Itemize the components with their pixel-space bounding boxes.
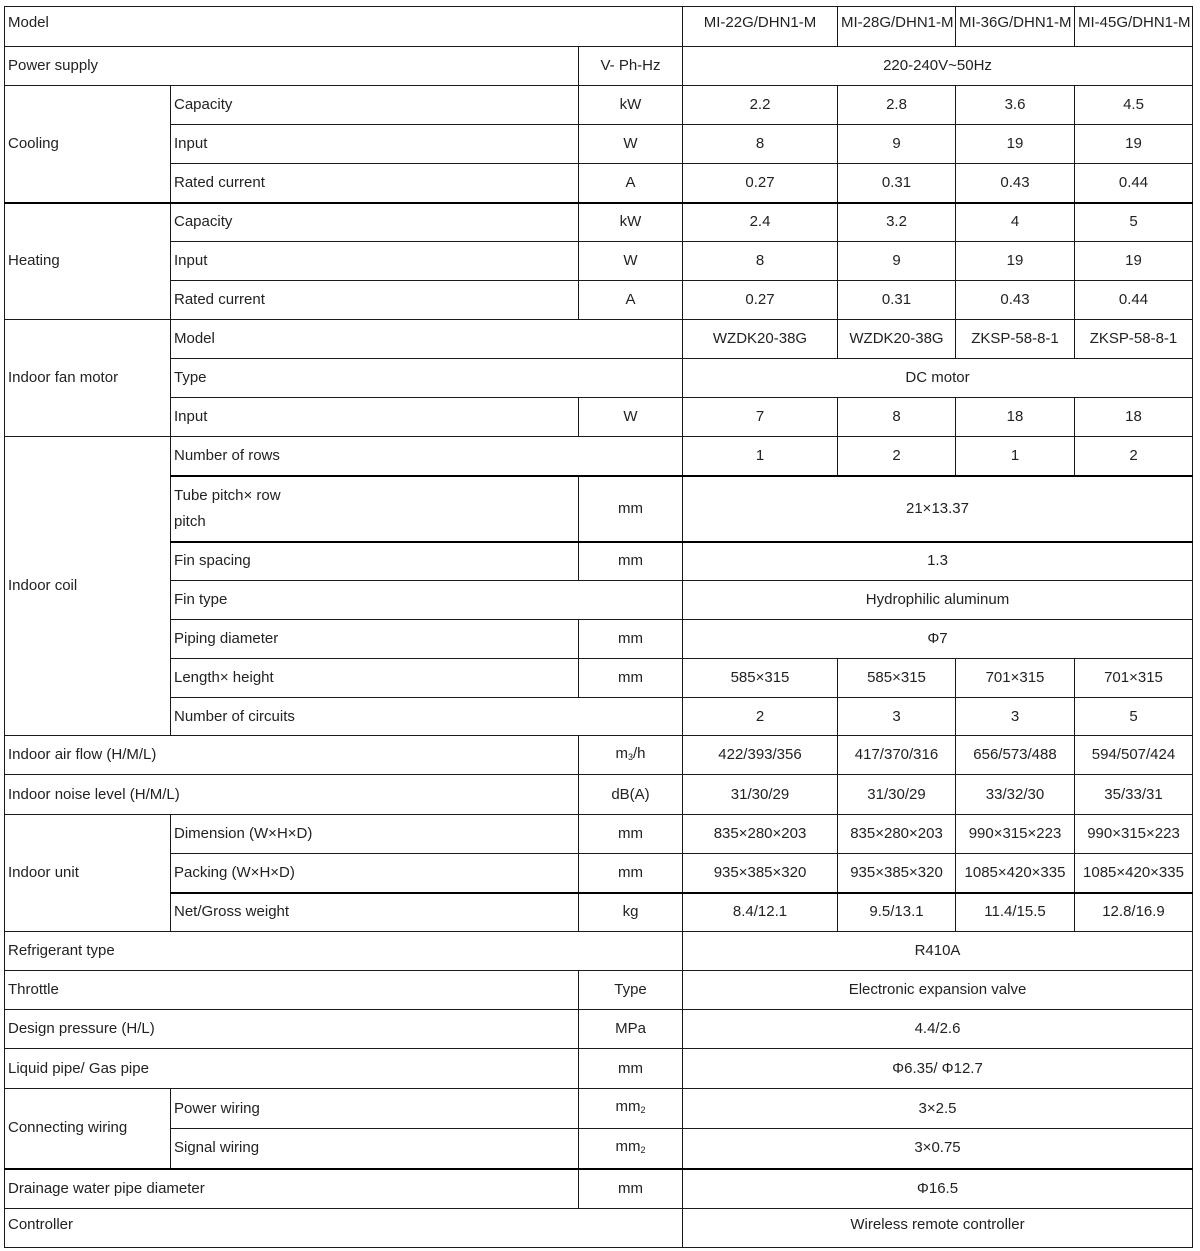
indoor-packing-label: Packing (W×H×D) [171, 854, 579, 893]
fan-motor-type-row [5, 359, 1193, 398]
cooling-rated-current-label: Rated current [171, 164, 579, 203]
heating-capacity-4: 5 [1075, 203, 1193, 242]
design-pressure-value: 4.4/2.6 [683, 1010, 1193, 1049]
heating-input-4: 19 [1075, 242, 1193, 281]
fan-motor-label: Indoor fan motor [5, 320, 171, 437]
air-flow-1: 422/393/356 [683, 736, 838, 775]
coil-length-height-unit: mm [579, 659, 683, 698]
indoor-packing-3: 1085×420×335 [956, 854, 1075, 893]
fan-motor-model-3: ZKSP-58-8-1 [956, 320, 1075, 359]
fan-motor-input-4: 18 [1075, 398, 1193, 437]
power-wiring-unit-sub: 2 [640, 1105, 646, 1115]
cooling-rated-current-unit: A [579, 164, 683, 203]
cooling-input-2: 9 [838, 125, 956, 164]
coil-circuits-label: Number of circuits [171, 698, 683, 736]
indoor-packing-2: 935×385×320 [838, 854, 956, 893]
signal-wiring-unit [579, 1129, 683, 1169]
indoor-weight-row [5, 893, 1193, 932]
coil-length-height-4: 701×315 [1075, 659, 1193, 698]
power-supply-value: 220-240V~50Hz [683, 47, 1193, 86]
cooling-label: Cooling [5, 86, 171, 203]
coil-piping-diameter-value: Φ7 [683, 620, 1193, 659]
coil-circuits-3: 3 [956, 698, 1075, 736]
air-flow-unit-sub: 3 [627, 751, 633, 762]
indoor-unit-label: Indoor unit [5, 815, 171, 932]
cooling-rated-current-3: 0.43 [956, 164, 1075, 203]
drainage-value: Φ16.5 [683, 1169, 1193, 1209]
design-pressure-row [5, 1010, 1193, 1049]
indoor-weight-2: 9.5/13.1 [838, 893, 956, 932]
heating-rated-current-3: 0.43 [956, 281, 1075, 320]
fan-motor-model-label: Model [171, 320, 683, 359]
fan-motor-model-row [5, 320, 1193, 359]
pipes-row [5, 1049, 1193, 1089]
noise-unit: dB(A) [579, 775, 683, 815]
heating-label: Heating [5, 203, 171, 320]
heating-rated-current-row [5, 281, 1193, 320]
air-flow-unit [579, 736, 683, 775]
controller-label: Controller [5, 1209, 683, 1248]
fan-motor-input-1: 7 [683, 398, 838, 437]
cooling-input-4: 19 [1075, 125, 1193, 164]
throttle-label: Throttle [5, 971, 579, 1010]
heating-input-3: 19 [956, 242, 1075, 281]
noise-1: 31/30/29 [683, 775, 838, 815]
coil-fin-spacing-unit: mm [579, 542, 683, 581]
heating-input-row [5, 242, 1193, 281]
drainage-unit: mm [579, 1169, 683, 1209]
coil-piping-diameter-unit: mm [579, 620, 683, 659]
indoor-weight-1: 8.4/12.1 [683, 893, 838, 932]
design-pressure-unit: MPa [579, 1010, 683, 1049]
coil-fin-type-value: Hydrophilic aluminum [683, 581, 1193, 620]
coil-tube-pitch-value: 21×13.37 [683, 476, 1193, 542]
signal-wiring-label: Signal wiring [171, 1129, 579, 1169]
signal-wiring-row [5, 1129, 1193, 1169]
heating-rated-current-unit: A [579, 281, 683, 320]
cooling-rated-current-2: 0.31 [838, 164, 956, 203]
cooling-rated-current-1: 0.27 [683, 164, 838, 203]
fan-motor-type-label: Type [171, 359, 683, 398]
air-flow-unit-tail: /h [633, 744, 646, 762]
air-flow-2: 417/370/316 [838, 736, 956, 775]
coil-length-height-label: Length× height [171, 659, 579, 698]
model-name-4: MI-45G/DHN1-M [1075, 7, 1193, 47]
coil-rows-4: 2 [1075, 437, 1193, 476]
power-supply-unit: V- Ph-Hz [579, 47, 683, 86]
pipes-label: Liquid pipe/ Gas pipe [5, 1049, 579, 1089]
power-wiring-row [5, 1089, 1193, 1129]
fan-motor-model-1: WZDK20-38G [683, 320, 838, 359]
design-pressure-label: Design pressure (H/L) [5, 1010, 579, 1049]
coil-rows-1: 1 [683, 437, 838, 476]
indoor-dimension-2: 835×280×203 [838, 815, 956, 854]
coil-label: Indoor coil [5, 437, 171, 736]
fan-motor-model-2: WZDK20-38G [838, 320, 956, 359]
cooling-capacity-3: 3.6 [956, 86, 1075, 125]
drainage-label: Drainage water pipe diameter [5, 1169, 579, 1209]
signal-wiring-unit-sub: 2 [640, 1144, 646, 1155]
coil-length-height-1: 585×315 [683, 659, 838, 698]
indoor-dimension-1: 835×280×203 [683, 815, 838, 854]
model-header-label: Model [5, 7, 683, 47]
indoor-packing-4: 1085×420×335 [1075, 854, 1193, 893]
coil-piping-diameter-label: Piping diameter [171, 620, 579, 659]
indoor-packing-row [5, 854, 1193, 893]
cooling-input-label: Input [171, 125, 579, 164]
indoor-packing-unit: mm [579, 854, 683, 893]
cooling-input-3: 19 [956, 125, 1075, 164]
coil-length-height-row [5, 659, 1193, 698]
cooling-rated-current-row [5, 164, 1193, 203]
coil-circuits-4: 5 [1075, 698, 1193, 736]
power-supply-label: Power supply [5, 47, 579, 86]
signal-wiring-unit-main: mm [615, 1137, 641, 1155]
cooling-capacity-row [5, 86, 1193, 125]
coil-length-height-2: 585×315 [838, 659, 956, 698]
power-wiring-unit-main: mm [615, 1098, 641, 1115]
indoor-dimension-3: 990×315×223 [956, 815, 1075, 854]
heating-capacity-label: Capacity [171, 203, 579, 242]
throttle-unit: Type [579, 971, 683, 1010]
controller-row [5, 1209, 1193, 1248]
wiring-label: Connecting wiring [5, 1089, 171, 1169]
heating-rated-current-4: 0.44 [1075, 281, 1193, 320]
air-flow-4: 594/507/424 [1075, 736, 1193, 775]
heating-input-2: 9 [838, 242, 956, 281]
pipes-unit: mm [579, 1049, 683, 1089]
indoor-dimension-4: 990×315×223 [1075, 815, 1193, 854]
coil-rows-label: Number of rows [171, 437, 683, 476]
heating-input-unit: W [579, 242, 683, 281]
coil-fin-spacing-value: 1.3 [683, 542, 1193, 581]
coil-tube-pitch-label [171, 476, 579, 542]
indoor-dimension-label: Dimension (W×H×D) [171, 815, 579, 854]
drainage-row [5, 1169, 1193, 1209]
coil-circuits-row [5, 698, 1193, 736]
air-flow-3: 656/573/488 [956, 736, 1075, 775]
throttle-row [5, 971, 1193, 1010]
heating-rated-current-1: 0.27 [683, 281, 838, 320]
coil-tube-pitch-unit: mm [579, 476, 683, 542]
cooling-input-1: 8 [683, 125, 838, 164]
model-name-1: MI-22G/DHN1-M [683, 7, 838, 47]
cooling-capacity-4: 4.5 [1075, 86, 1193, 125]
noise-4: 35/33/31 [1075, 775, 1193, 815]
refrigerant-row [5, 932, 1193, 971]
fan-motor-model-4: ZKSP-58-8-1 [1075, 320, 1193, 359]
model-name-2: MI-28G/DHN1-M [838, 7, 956, 47]
fan-motor-input-row [5, 398, 1193, 437]
air-flow-unit-main: m [615, 744, 628, 762]
fan-motor-type-value: DC motor [683, 359, 1193, 398]
cooling-input-row [5, 125, 1193, 164]
coil-circuits-2: 3 [838, 698, 956, 736]
noise-label: Indoor noise level (H/M/L) [5, 775, 579, 815]
heating-rated-current-label: Rated current [171, 281, 579, 320]
heating-rated-current-2: 0.31 [838, 281, 956, 320]
coil-rows-3: 1 [956, 437, 1075, 476]
coil-rows-row [5, 437, 1193, 476]
coil-circuits-1: 2 [683, 698, 838, 736]
coil-piping-diameter-row [5, 620, 1193, 659]
air-flow-row [5, 736, 1193, 775]
cooling-rated-current-4: 0.44 [1075, 164, 1193, 203]
coil-tube-pitch-text: Tube pitch× row pitch [174, 486, 281, 530]
refrigerant-value: R410A [683, 932, 1193, 971]
air-flow-label: Indoor air flow (H/M/L) [5, 736, 579, 775]
refrigerant-label: Refrigerant type [5, 932, 683, 971]
heating-capacity-row [5, 203, 1193, 242]
coil-tube-pitch-row [5, 476, 1193, 542]
indoor-dimension-unit: mm [579, 815, 683, 854]
pipes-value: Φ6.35/ Φ12.7 [683, 1049, 1193, 1089]
indoor-weight-3: 11.4/15.5 [956, 893, 1075, 932]
indoor-packing-1: 935×385×320 [683, 854, 838, 893]
throttle-value: Electronic expansion valve [683, 971, 1193, 1010]
indoor-weight-4: 12.8/16.9 [1075, 893, 1193, 932]
noise-2: 31/30/29 [838, 775, 956, 815]
fan-motor-input-unit: W [579, 398, 683, 437]
power-wiring-value: 3×2.5 [683, 1089, 1193, 1129]
specification-table [4, 6, 1193, 1248]
coil-fin-spacing-label: Fin spacing [171, 542, 579, 581]
fan-motor-input-2: 8 [838, 398, 956, 437]
fan-motor-input-label: Input [171, 398, 579, 437]
coil-rows-2: 2 [838, 437, 956, 476]
cooling-capacity-label: Capacity [171, 86, 579, 125]
heating-input-1: 8 [683, 242, 838, 281]
heating-capacity-unit: kW [579, 203, 683, 242]
controller-value: Wireless remote controller [683, 1209, 1193, 1248]
indoor-dimension-row [5, 815, 1193, 854]
indoor-weight-label: Net/Gross weight [171, 893, 579, 932]
cooling-capacity-2: 2.8 [838, 86, 956, 125]
noise-3: 33/32/30 [956, 775, 1075, 815]
power-supply-row [5, 47, 1193, 86]
coil-length-height-3: 701×315 [956, 659, 1075, 698]
noise-row [5, 775, 1193, 815]
cooling-capacity-unit: kW [579, 86, 683, 125]
power-wiring-label: Power wiring [171, 1089, 579, 1129]
coil-fin-spacing-row [5, 542, 1193, 581]
cooling-input-unit: W [579, 125, 683, 164]
heating-capacity-1: 2.4 [683, 203, 838, 242]
cooling-capacity-1: 2.2 [683, 86, 838, 125]
indoor-weight-unit: kg [579, 893, 683, 932]
header-row [5, 7, 1193, 47]
power-wiring-unit [579, 1089, 683, 1129]
coil-fin-type-label: Fin type [171, 581, 683, 620]
signal-wiring-value: 3×0.75 [683, 1129, 1193, 1169]
model-name-3: MI-36G/DHN1-M [956, 7, 1075, 47]
coil-fin-type-row [5, 581, 1193, 620]
heating-input-label: Input [171, 242, 579, 281]
fan-motor-input-3: 18 [956, 398, 1075, 437]
heating-capacity-3: 4 [956, 203, 1075, 242]
heating-capacity-2: 3.2 [838, 203, 956, 242]
